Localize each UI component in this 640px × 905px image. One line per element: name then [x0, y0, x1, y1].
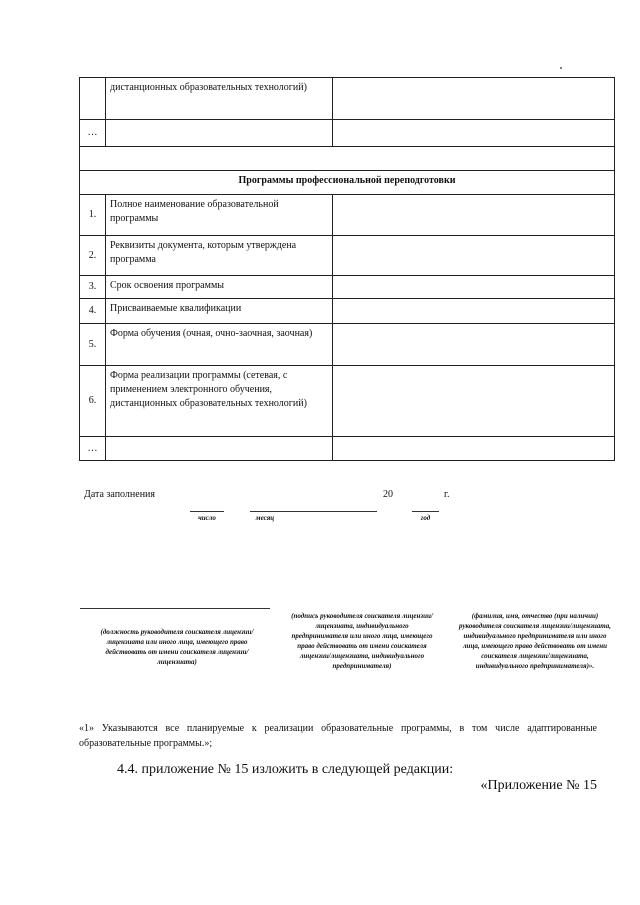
row-label: Полное наименование образовательной программы — [106, 195, 333, 236]
row-number: … — [80, 120, 106, 147]
scan-speck — [560, 67, 562, 69]
row-label: Форма обучения (очная, очно-заочная, заочная) — [106, 324, 333, 366]
row-label: дистанционных образовательных технологий) — [106, 78, 333, 120]
position-line — [80, 608, 270, 609]
day-caption: число — [198, 514, 216, 522]
name-caption: (фамилия, имя, отчество (при наличии) руководителя соискателя лицензии/лицензиата, индивидуального предпринимателя или иного лица, имеющего право действовать от имени соискателя лицензии/лицензиата, индивидуального предпринимателя)». — [459, 612, 611, 670]
table-row — [80, 78, 615, 120]
row-value — [333, 324, 615, 366]
row-value — [333, 437, 615, 461]
table-row — [80, 324, 615, 366]
date-label: Дата заполнения — [84, 489, 155, 500]
spacer-cell — [80, 147, 615, 171]
date-year-suffix: г. — [444, 489, 450, 500]
row-number: … — [80, 437, 106, 461]
month-caption: месяц — [255, 514, 275, 522]
programs-table — [79, 77, 615, 461]
row-value — [333, 120, 615, 147]
row-number: 3. — [80, 276, 106, 299]
row-label — [106, 120, 333, 147]
table-row — [80, 437, 615, 461]
appendix-heading: «Приложение № 15 — [480, 778, 597, 793]
spacer-row — [80, 147, 615, 171]
row-label: Форма реализации программы (сетевая, с применением электронного обучения, дистанционных образовательных технологий) — [106, 366, 333, 437]
year-line — [412, 511, 439, 512]
year-caption: год — [420, 514, 431, 522]
row-number: 5. — [80, 324, 106, 366]
section-header-row — [80, 171, 615, 195]
table-row — [80, 195, 615, 236]
table-row — [80, 299, 615, 324]
month-line — [250, 511, 377, 512]
row-number: 6. — [80, 366, 106, 437]
footnote: «1» Указываются все планируемые к реализации образовательные программы, в том числе адаптированные образовательные программы.»; — [79, 723, 597, 749]
row-label: Реквизиты документа, которым утверждена программа — [106, 236, 333, 276]
date-year-prefix: 20 — [383, 489, 393, 500]
table-row — [80, 236, 615, 276]
signature-caption: (подпись руководителя соискателя лицензии/лицензиата, индивидуального предпринимателя или иного лица, имеющего право действовать от имени соискателя лицензии/лицензиата, индивидуального предпринимателя) — [291, 612, 433, 670]
table-row — [80, 366, 615, 437]
row-value — [333, 299, 615, 324]
row-value — [333, 276, 615, 299]
amendment-text: 4.4. приложение № 15 изложить в следующей редакции: — [117, 762, 454, 777]
row-value — [333, 195, 615, 236]
row-label — [106, 437, 333, 461]
day-line — [190, 511, 224, 512]
row-number — [80, 78, 106, 120]
section-title: Программы профессиональной переподготовки — [80, 171, 615, 195]
row-label: Присваиваемые квалификации — [106, 299, 333, 324]
row-label: Срок освоения программы — [106, 276, 333, 299]
row-value — [333, 78, 615, 120]
row-number: 2. — [80, 236, 106, 276]
table-row — [80, 120, 615, 147]
row-value — [333, 236, 615, 276]
row-number: 4. — [80, 299, 106, 324]
row-number: 1. — [80, 195, 106, 236]
row-value — [333, 366, 615, 437]
table-row — [80, 276, 615, 299]
position-caption: (должность руководителя соискателя лицензии/лицензиата или иного лица, имеющего право действовать от имени соискателя лицензии/лицензиата) — [100, 628, 254, 666]
